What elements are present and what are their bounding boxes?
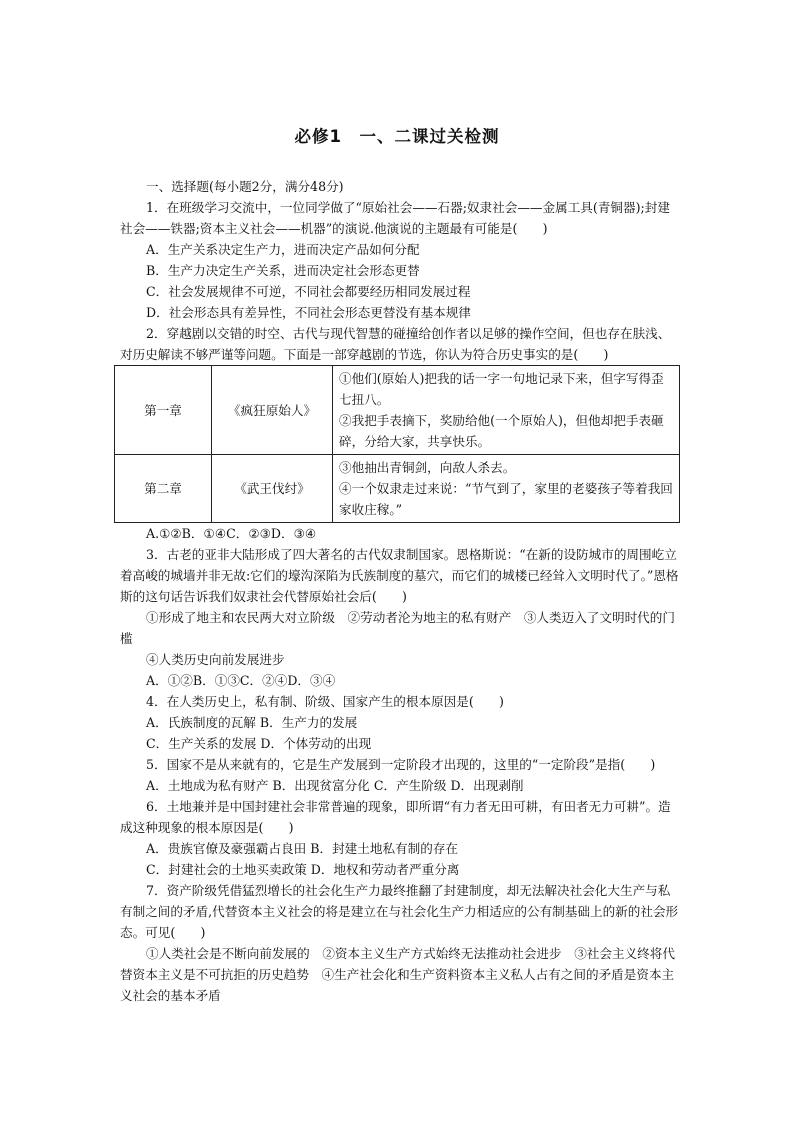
question-6-options-ab: A．贵族官僚及豪强霸占良田 B．封建土地私有制的存在 [146, 841, 459, 856]
question-1-option-a: A．生产关系决定生产力，进而决定产品如何分配 [146, 242, 420, 257]
question-2-table [114, 365, 680, 523]
question-3-stem: 3．古老的亚非大陆形成了四大著名的古代奴隶制国家。恩格斯说：“在新的设防城市的周围屹立着高峻的城墙并非无故:它们的壕沟深陷为氏族制度的墓穴，而它们的城楼已经耸入文明时代了。”恩格斯的这句话告诉我们奴隶社会代替原始社会后( ) [120, 547, 679, 604]
table-cell-chapter: 第二章 [115, 455, 212, 523]
table-line-4: ④一个奴隶走过来说：“节气到了，家里的老婆孩子等着我回家收庄稼。” [339, 481, 673, 517]
table-cell-drama: 《疯狂原始人》 [212, 366, 333, 455]
exam-content [120, 176, 680, 1006]
question-3-items: ①形成了地主和农民两大对立阶级 ②劳动者沦为地主的私有财产 ③人类迈入了文明时代的门槛 [120, 610, 675, 646]
table-cell-content [333, 455, 680, 523]
question-3-item-4: ④人类历史向前发展进步 [146, 652, 285, 667]
question-4-stem: 4．在人类历史上，私有制、阶级、国家产生的根本原因是( ) [146, 694, 504, 709]
question-6-options-cd: C．封建社会的土地买卖政策 D．地权和劳动者严重分离 [146, 862, 460, 877]
question-2-stem: 2．穿越剧以交错的时空、古代与现代智慧的碰撞给创作者以足够的操作空间，但也存在肤浅、对历史解读不够严谨等问题。下面是一部穿越剧的节选，你认为符合历史事实的是( ) [120, 326, 671, 362]
section-heading: 一、选择题(每小题2分，满分48分) [146, 179, 344, 194]
table-cell-chapter: 第一章 [115, 366, 212, 455]
question-7-stem: 7．资产阶级凭借猛烈增长的社会化生产力最终推翻了封建制度，却无法解决社会化大生产与私有制之间的矛盾,代替资本主义社会的将是建立在与社会化生产力相适应的公有制基础上的新的社会形态。可见( ) [120, 883, 679, 940]
question-1-option-d: D．社会形态具有差异性，不同社会形态更替没有基本规律 [146, 305, 471, 320]
table-line-2: ②我把手表摘下，奖励给他(一个原始人)，但他却把手表砸碎，分给大家，共享快乐。 [339, 413, 664, 449]
question-2-options: A.①②B．①④C．②③D．③④ [146, 526, 317, 541]
question-1-option-b: B．生产力决定生产关系，进而决定社会形态更替 [146, 263, 420, 278]
question-5-options: A．土地成为私有财产 B．出现贫富分化 C．产生阶级 D．出现剥削 [146, 778, 524, 793]
question-1-option-c: C．社会发展规律不可逆，不同社会都要经历相同发展过程 [146, 284, 471, 299]
table-row [115, 455, 680, 523]
table-cell-content [333, 366, 680, 455]
page-title: 必修1 一、二课过关检测 [294, 127, 500, 146]
question-6-stem: 6．土地兼并是中国封建社会非常普遍的现象，即所谓“有力者无田可耕，有田者无力可耕”。造成这种现象的根本原因是( ) [120, 799, 671, 835]
question-5-stem: 5．国家不是从来就有的，它是生产发展到一定阶段才出现的，这里的“一定阶段”是指( ) [146, 757, 656, 772]
question-4-options-cd: C．生产关系的发展 D．个体劳动的出现 [146, 736, 372, 751]
question-1-stem: 1．在班级学习交流中，一位同学做了“原始社会——石器;奴隶社会——金属工具(青铜器);封建社会——铁器;资本主义社会——机器”的演说.他演说的主题最有可能是( ) [120, 200, 670, 236]
question-3-options: A．①②B．①③C．②④D．③④ [146, 673, 336, 688]
table-cell-drama: 《武王伐纣》 [212, 455, 333, 523]
table-line-1: ①他们(原始人)把我的话一字一句地记录下来，但字写得歪七扭八。 [339, 371, 664, 407]
table-line-3: ③他抽出青铜剑，向敌人杀去。 [339, 460, 516, 475]
question-4-options-ab: A．氏族制度的瓦解 B．生产力的发展 [146, 715, 358, 730]
table-row [115, 366, 680, 455]
question-7-items: ①人类社会是不断向前发展的 ②资本主义生产方式始终无法推动社会进步 ③社会主义终将代替资本主义是不可抗拒的历史趋势 ④生产社会化和生产资料资本主义私人占有之间的矛盾是资本主义社会的基本矛盾 [120, 946, 675, 1003]
